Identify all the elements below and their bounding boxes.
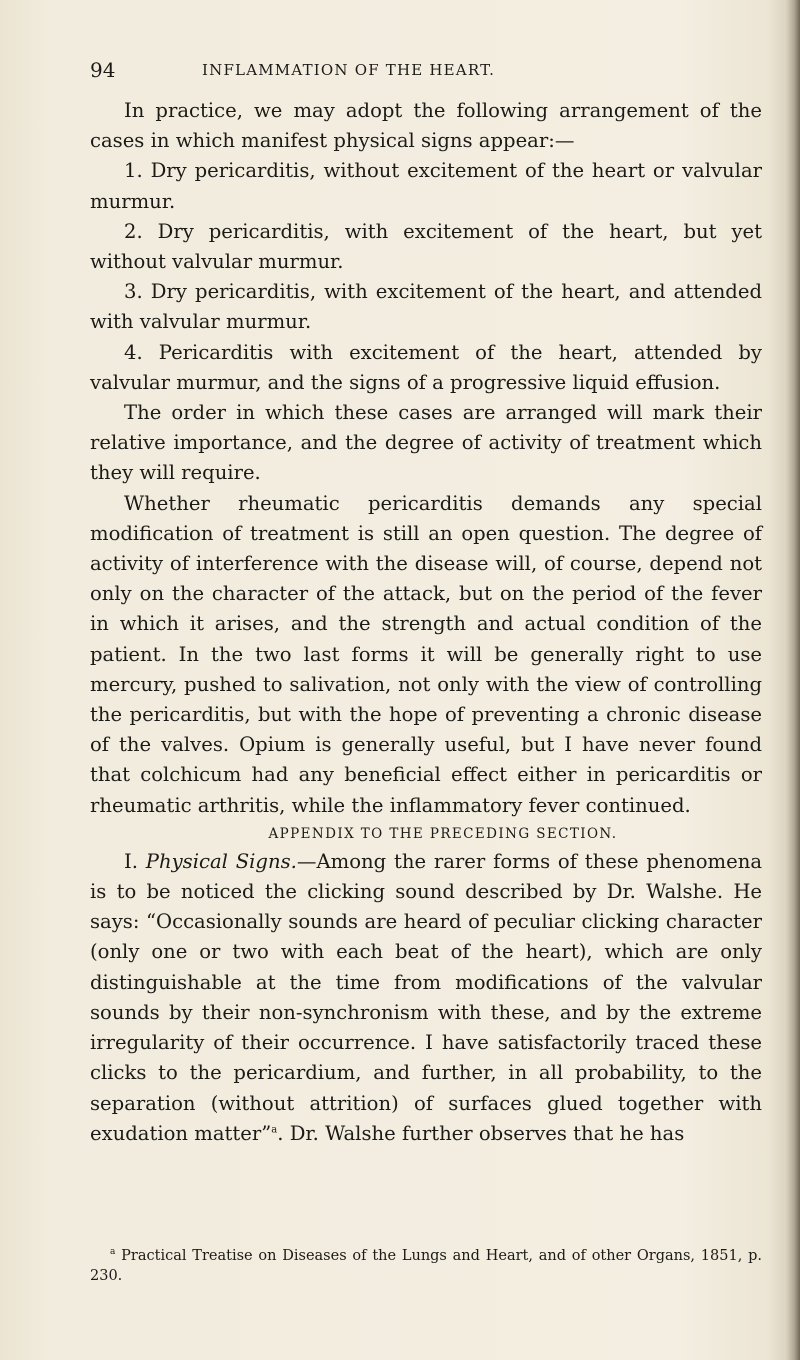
appendix-paragraph — [90, 847, 762, 1149]
running-head: INFLAMMATION OF THE HEART. — [202, 61, 496, 79]
footnote-marker: a — [110, 1247, 116, 1258]
list-item: 4. Pericarditis with excitement of the heart, attended by valvular murmur, and the signs of a progressive liquid effusion. — [90, 340, 762, 394]
page-number: 94 — [90, 58, 116, 82]
footnote-text: Practical Treatise on Diseases of the Lungs and Heart, and of other Organs, 1851, p. 230. — [90, 1248, 763, 1284]
appendix-number: I. — [124, 849, 138, 873]
page-header — [90, 58, 750, 82]
appendix-tail: . Dr. Walshe further observes that he has — [277, 1121, 685, 1145]
paragraph: The order in which these cases are arranged will mark their relative importance, and the degree of activity of treatment which they will require. — [90, 401, 762, 485]
appendix-body: —Among the rarer forms of these phenomena is to be noticed the clicking sound described by Dr. Walshe. He says: “Occasionally sounds are heard of peculiar clicking character (only one or two with each beat of the heart), which are only distinguishable at the time from modifications of the valvular sounds by their non-synchronism with these, and by the extreme irregularity of their occurrence. I have satisfactorily traced these clicks to the pericardium, and further, in all probability, to the separation (without attrition) of surfaces glued together with exudation matter” — [90, 849, 763, 1145]
footnote — [90, 1246, 762, 1286]
footnote-reference: a — [271, 1124, 278, 1136]
list-item: 1. Dry pericarditis, without excitement of the heart or valvular murmur. — [90, 159, 762, 213]
paragraph: In practice, we may adopt the following arrangement of the cases in which manifest physical signs appear:— — [90, 99, 762, 153]
list-item: 2. Dry pericarditis, with excitement of the heart, but yet without valvular murmur. — [90, 219, 762, 274]
page-edge-shadow — [786, 0, 800, 1360]
appendix-title: Physical Signs. — [145, 849, 297, 873]
paragraph: Whether rheumatic pericarditis demands any special modification of treatment is still an open question. The degree of activity of interference with the disease will, of course, depend not only on the character of the attack, but on the period of the fever in which it arises, and the strength and actual condition of the patient. In the two last forms it will be generally right to use mercury, pushed to salivation, not only with the view of controlling the pericarditis, but with the hope of preventing a chronic disease of the valves. Opium is generally useful, but I have never found that colchicum had any beneficial effect either in pericarditis or rheumatic arthritis, while the inflammatory fever continued. — [90, 491, 762, 817]
appendix-heading: APPENDIX TO THE PRECEDING SECTION. — [268, 825, 618, 842]
list-item: 3. Dry pericarditis, with excitement of the heart, and attended with valvular murmur. — [90, 280, 762, 334]
main-text — [90, 96, 762, 1149]
